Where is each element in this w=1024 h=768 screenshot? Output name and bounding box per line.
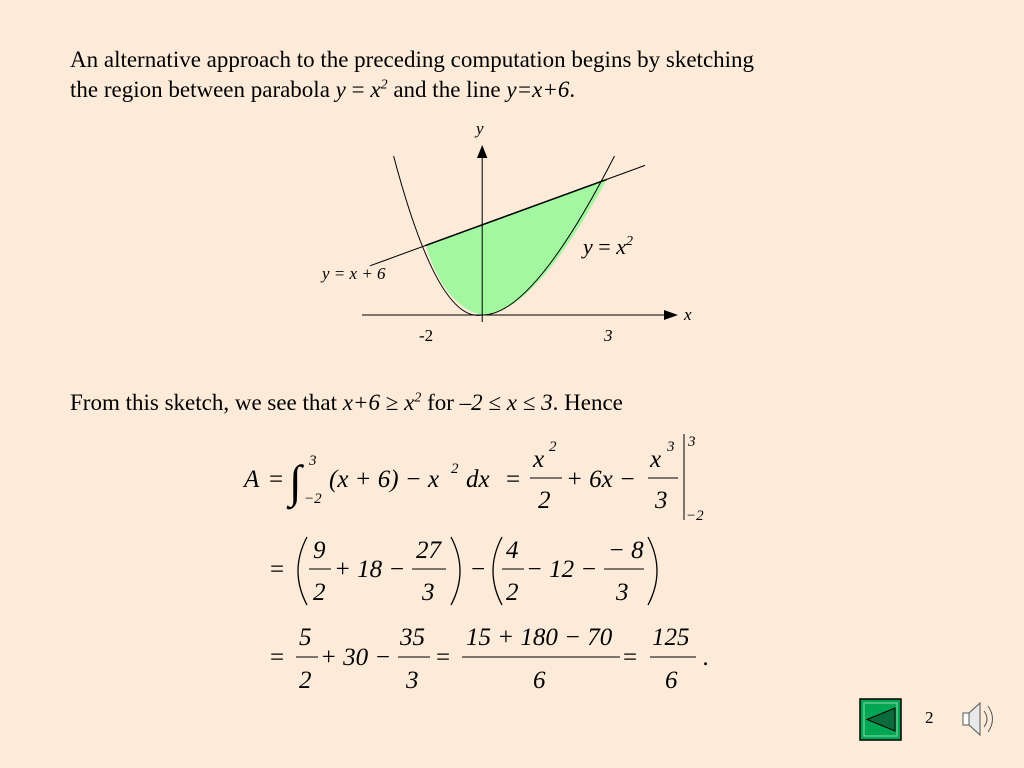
para2-end: . Hence — [552, 390, 623, 415]
eq2-rparen-1 — [451, 537, 460, 605]
parabola-label — [581, 234, 633, 259]
eq1-eval-lower: −2 — [686, 508, 704, 524]
shaded-region — [426, 179, 607, 315]
eq2-n3: 4 — [506, 537, 519, 564]
parabola-label-eq: = — [592, 234, 617, 259]
eq3-d3: 6 — [533, 667, 546, 694]
eq1-integrand-exp: 2 — [451, 461, 459, 477]
eq1-frac2-num-exp: 3 — [667, 439, 675, 455]
eq2-mid2: − 12 − — [526, 556, 598, 583]
eq1-eval-upper: 3 — [688, 434, 696, 450]
para2-prefix: From this sketch, we see that — [70, 390, 343, 415]
eq2-d3: 2 — [506, 579, 519, 606]
eq1-frac2-num: x — [650, 446, 662, 473]
eq1-dx: dx — [466, 466, 490, 493]
range-expression: –2 ≤ x ≤ 3 — [459, 390, 553, 415]
eq2-lparen-1 — [298, 537, 307, 605]
eq1-upper-limit: 3 — [309, 453, 317, 469]
line-label: y = x + 6 — [322, 264, 386, 283]
parabola-x: x — [370, 77, 381, 102]
speaker-icon[interactable] — [963, 703, 993, 735]
eq1-equals-2: = — [506, 466, 521, 493]
para2-mid: for — [421, 390, 460, 415]
tick-label-right: 3 — [604, 326, 613, 345]
eq3-n4: 125 — [652, 624, 690, 651]
eq2-n1: 9 — [313, 537, 326, 564]
eq3-period: . — [703, 644, 710, 671]
parabola-eq: = — [345, 77, 371, 102]
intro-line-1: An alternative approach to the preceding computation begins by sketching — [70, 47, 755, 72]
inequality-paragraph — [70, 388, 950, 418]
ineq-rhs-x: x — [404, 390, 415, 415]
eq2-n2: 27 — [416, 537, 441, 564]
eq1-frac1-num-exp: 2 — [549, 439, 557, 455]
eq3-d1: 2 — [299, 667, 312, 694]
eq2-rparen-2 — [648, 537, 657, 605]
eq2-equals: = — [270, 556, 285, 583]
tick-label-left: -2 — [419, 326, 434, 345]
eq1-frac2-den: 3 — [655, 487, 668, 514]
eq1-equals: = — [269, 466, 284, 493]
ineq-lhs: x+6 — [342, 390, 380, 415]
eq1-integral-sign: ∫ — [289, 456, 302, 507]
eq3-d2: 3 — [406, 667, 419, 694]
parabola-label-x: x — [616, 234, 626, 259]
eq2-d2: 3 — [422, 579, 435, 606]
eq1-integrand: (x + 6) − x — [329, 466, 440, 493]
ineq-rhs-exp: 2 — [414, 390, 422, 406]
line-expression: y=x+6 — [506, 77, 570, 102]
intro-line-2-end: . — [569, 77, 576, 102]
eq2-n4: − 8 — [608, 537, 644, 564]
intro-line-2-prefix: the region between parabola — [70, 77, 336, 102]
eq3-d4: 6 — [665, 667, 678, 694]
intro-line-2-mid: and the line — [387, 77, 507, 102]
ineq-op: ≥ — [380, 390, 405, 415]
eq3-n1: 5 — [299, 624, 312, 651]
parabola-exp: 2 — [380, 77, 388, 93]
eq2-mid1: + 18 − — [334, 556, 406, 583]
eq2-lparen-2 — [493, 537, 502, 605]
parabola-y: y — [335, 77, 346, 102]
parabola-label-exp: 2 — [625, 234, 633, 249]
eq3-equals: = — [270, 644, 285, 671]
back-nav-button[interactable] — [860, 699, 901, 740]
page-number: 2 — [925, 708, 934, 727]
eq3-equals-2: = — [436, 644, 451, 671]
eq2-d4: 3 — [616, 579, 629, 606]
eq2-minus: − — [471, 556, 486, 583]
eq2-d1: 2 — [313, 579, 326, 606]
eq3-n2: 35 — [400, 624, 425, 651]
parabola-label-lhs: y — [583, 234, 593, 259]
x-axis-label: x — [684, 305, 692, 324]
y-axis-label: y — [476, 119, 484, 138]
x-axis-arrow-icon — [664, 310, 678, 320]
eq3-n3: 15 + 180 − 70 — [466, 624, 613, 651]
eq1-plus6x: + 6x − — [566, 466, 636, 493]
eq1-frac1-num: x — [533, 446, 545, 473]
eq3-mid1: + 30 − — [320, 644, 392, 671]
y-axis-arrow-icon — [477, 145, 487, 158]
eq3-equals-3: = — [623, 644, 638, 671]
eq1-lower-limit: −2 — [304, 491, 322, 507]
eq1-frac1-den: 2 — [538, 487, 551, 514]
eq1-A: A — [244, 466, 260, 493]
